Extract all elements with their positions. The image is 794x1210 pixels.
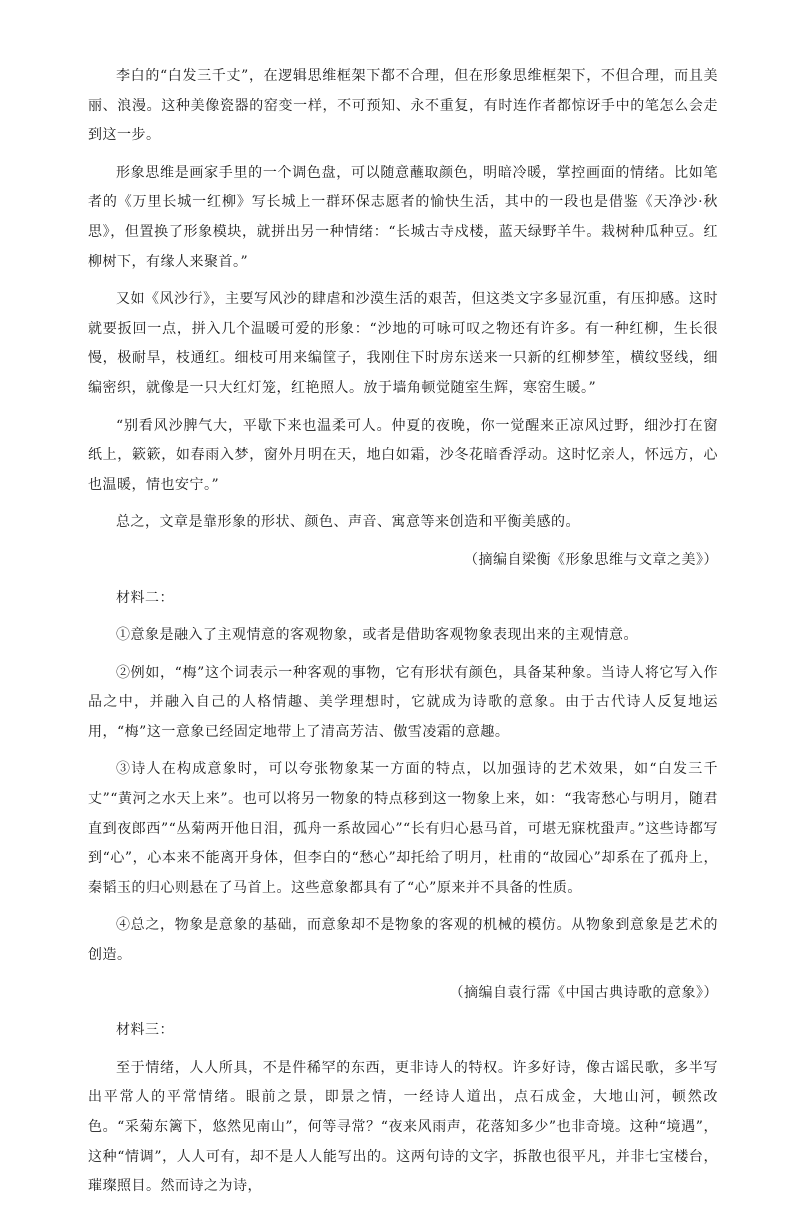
- paragraph-summer-night: “别看风沙脾气大，平歇下来也温柔可人。仲夏的夜晚，你一觉醒来正凉风过野，细沙打在窗纸上，簌簌，如春雨入梦，窗外月明在天，地白如霜，沙冬花暗香浮动。这时忆亲人，怀远方，心也温暖，情也安宁。”: [88, 417, 718, 493]
- paragraph-li-bai: 李白的“白发三千丈”，在逻辑思维框架下都不合理，但在形象思维框架下，不但合理，而且美丽、浪漫。这种美像瓷器的窑变一样，不可预知、永不重复，有时连作者都惊讶手中的笔怎么会走到这一步。: [88, 68, 718, 144]
- material-two-point-1: ①意象是融入了主观情意的客观物象，或者是借助客观物象表现出来的主观情意。: [116, 627, 638, 644]
- paragraph-palette: 形象思维是画家手里的一个调色盘，可以随意蘸取颜色，明暗冷暖，掌控画面的情绪。比如笔者的《万里长城一红柳》写长城上一群环保志愿者的愉快生活，其中的一段也是借鉴《天净沙·秋思》，但置换了形象模块，就拼出另一种情绪：“长城古寺戍楼，蓝天绿野羊牛。栽树种瓜种豆。红柳树下，有缘人来聚首。”: [88, 164, 718, 270]
- document-page: [88, 62, 718, 1210]
- material-two-point-4: ④总之，物象是意象的基础，而意象却不是物象的客观的机械的模仿。从物象到意象是艺术的创造。: [88, 917, 718, 964]
- material-three-paragraph: 至于情绪，人人所具，不是件稀罕的东西，更非诗人的特权。许多好诗，像古谣民歌，多半写出平常人的平常情绪。眼前之景，即景之情，一经诗人道出，点石成金，大地山河，顿然改色。“采菊东篱下，悠然见南山”，何等寻常？“夜来风雨声，花落知多少”也非奇境。这种“境遇”，这种“情调”，人人可有，却不是人人能写出的。这两句诗的文字，拆散也很平凡，并非七宝楼台，璀璨照目。然而诗之为诗，: [88, 1059, 718, 1195]
- material-two-heading: 材料二：: [116, 589, 174, 606]
- source-citation-1: （摘编自梁衡《形象思维与文章之美》）: [464, 551, 718, 568]
- material-two-point-3: ③诗人在构成意象时，可以夸张物象某一方面的特点，以加强诗的艺术效果，如“白发三千丈”“黄河之水天上来”。也可以将另一物象的特点移到这一物象上来，如：“我寄愁心与明月，随君直到夜郎西”“丛菊两开他日泪，孤舟一系故园心”“长有归心悬马首，可堪无寐枕蛩声。”这些诗都写到“心”，心本来不能离开身体，但李白的“愁心”却托给了明月，杜甫的“故园心”却系在了孤舟上，秦韬玉的归心则悬在了马首上。这些意象都具有了“心”原来并不具备的性质。: [88, 761, 718, 896]
- paragraph-summary: 总之，文章是靠形象的形状、颜色、声音、寓意等来创造和平衡美感的。: [116, 514, 580, 531]
- material-two-point-2: ②例如，“梅”这个词表示一种客观的事物，它有形状有颜色，具备某种象。当诗人将它写入作品之中，并融入自己的人格情趣、美学理想时，它就成为诗歌的意象。由于古代诗人反复地运用，“梅”这一意象已经固定地带上了清高芳洁、傲雪凌霜的意趣。: [88, 664, 718, 740]
- paragraph-wind-sand: 又如《风沙行》，主要写风沙的肆虐和沙漠生活的艰苦，但这类文字多显沉重，有压抑感。这时就要扳回一点，拼入几个温暖可爱的形象：“沙地的可咏可叹之物还有许多。有一种红柳，生长很慢，极耐旱，枝通红。细枝可用来编筐子，我刚住下时房东送来一只新的红柳梦笙，横纹竖线，细编密织，就像是一只大红灯笼，红艳照人。放于墙角顿觉随室生辉，寒窑生暖。”: [88, 291, 718, 396]
- source-citation-2: （摘编自袁行霈《中国古典诗歌的意象》）: [449, 984, 718, 1001]
- material-three-heading: 材料三：: [116, 1022, 174, 1039]
